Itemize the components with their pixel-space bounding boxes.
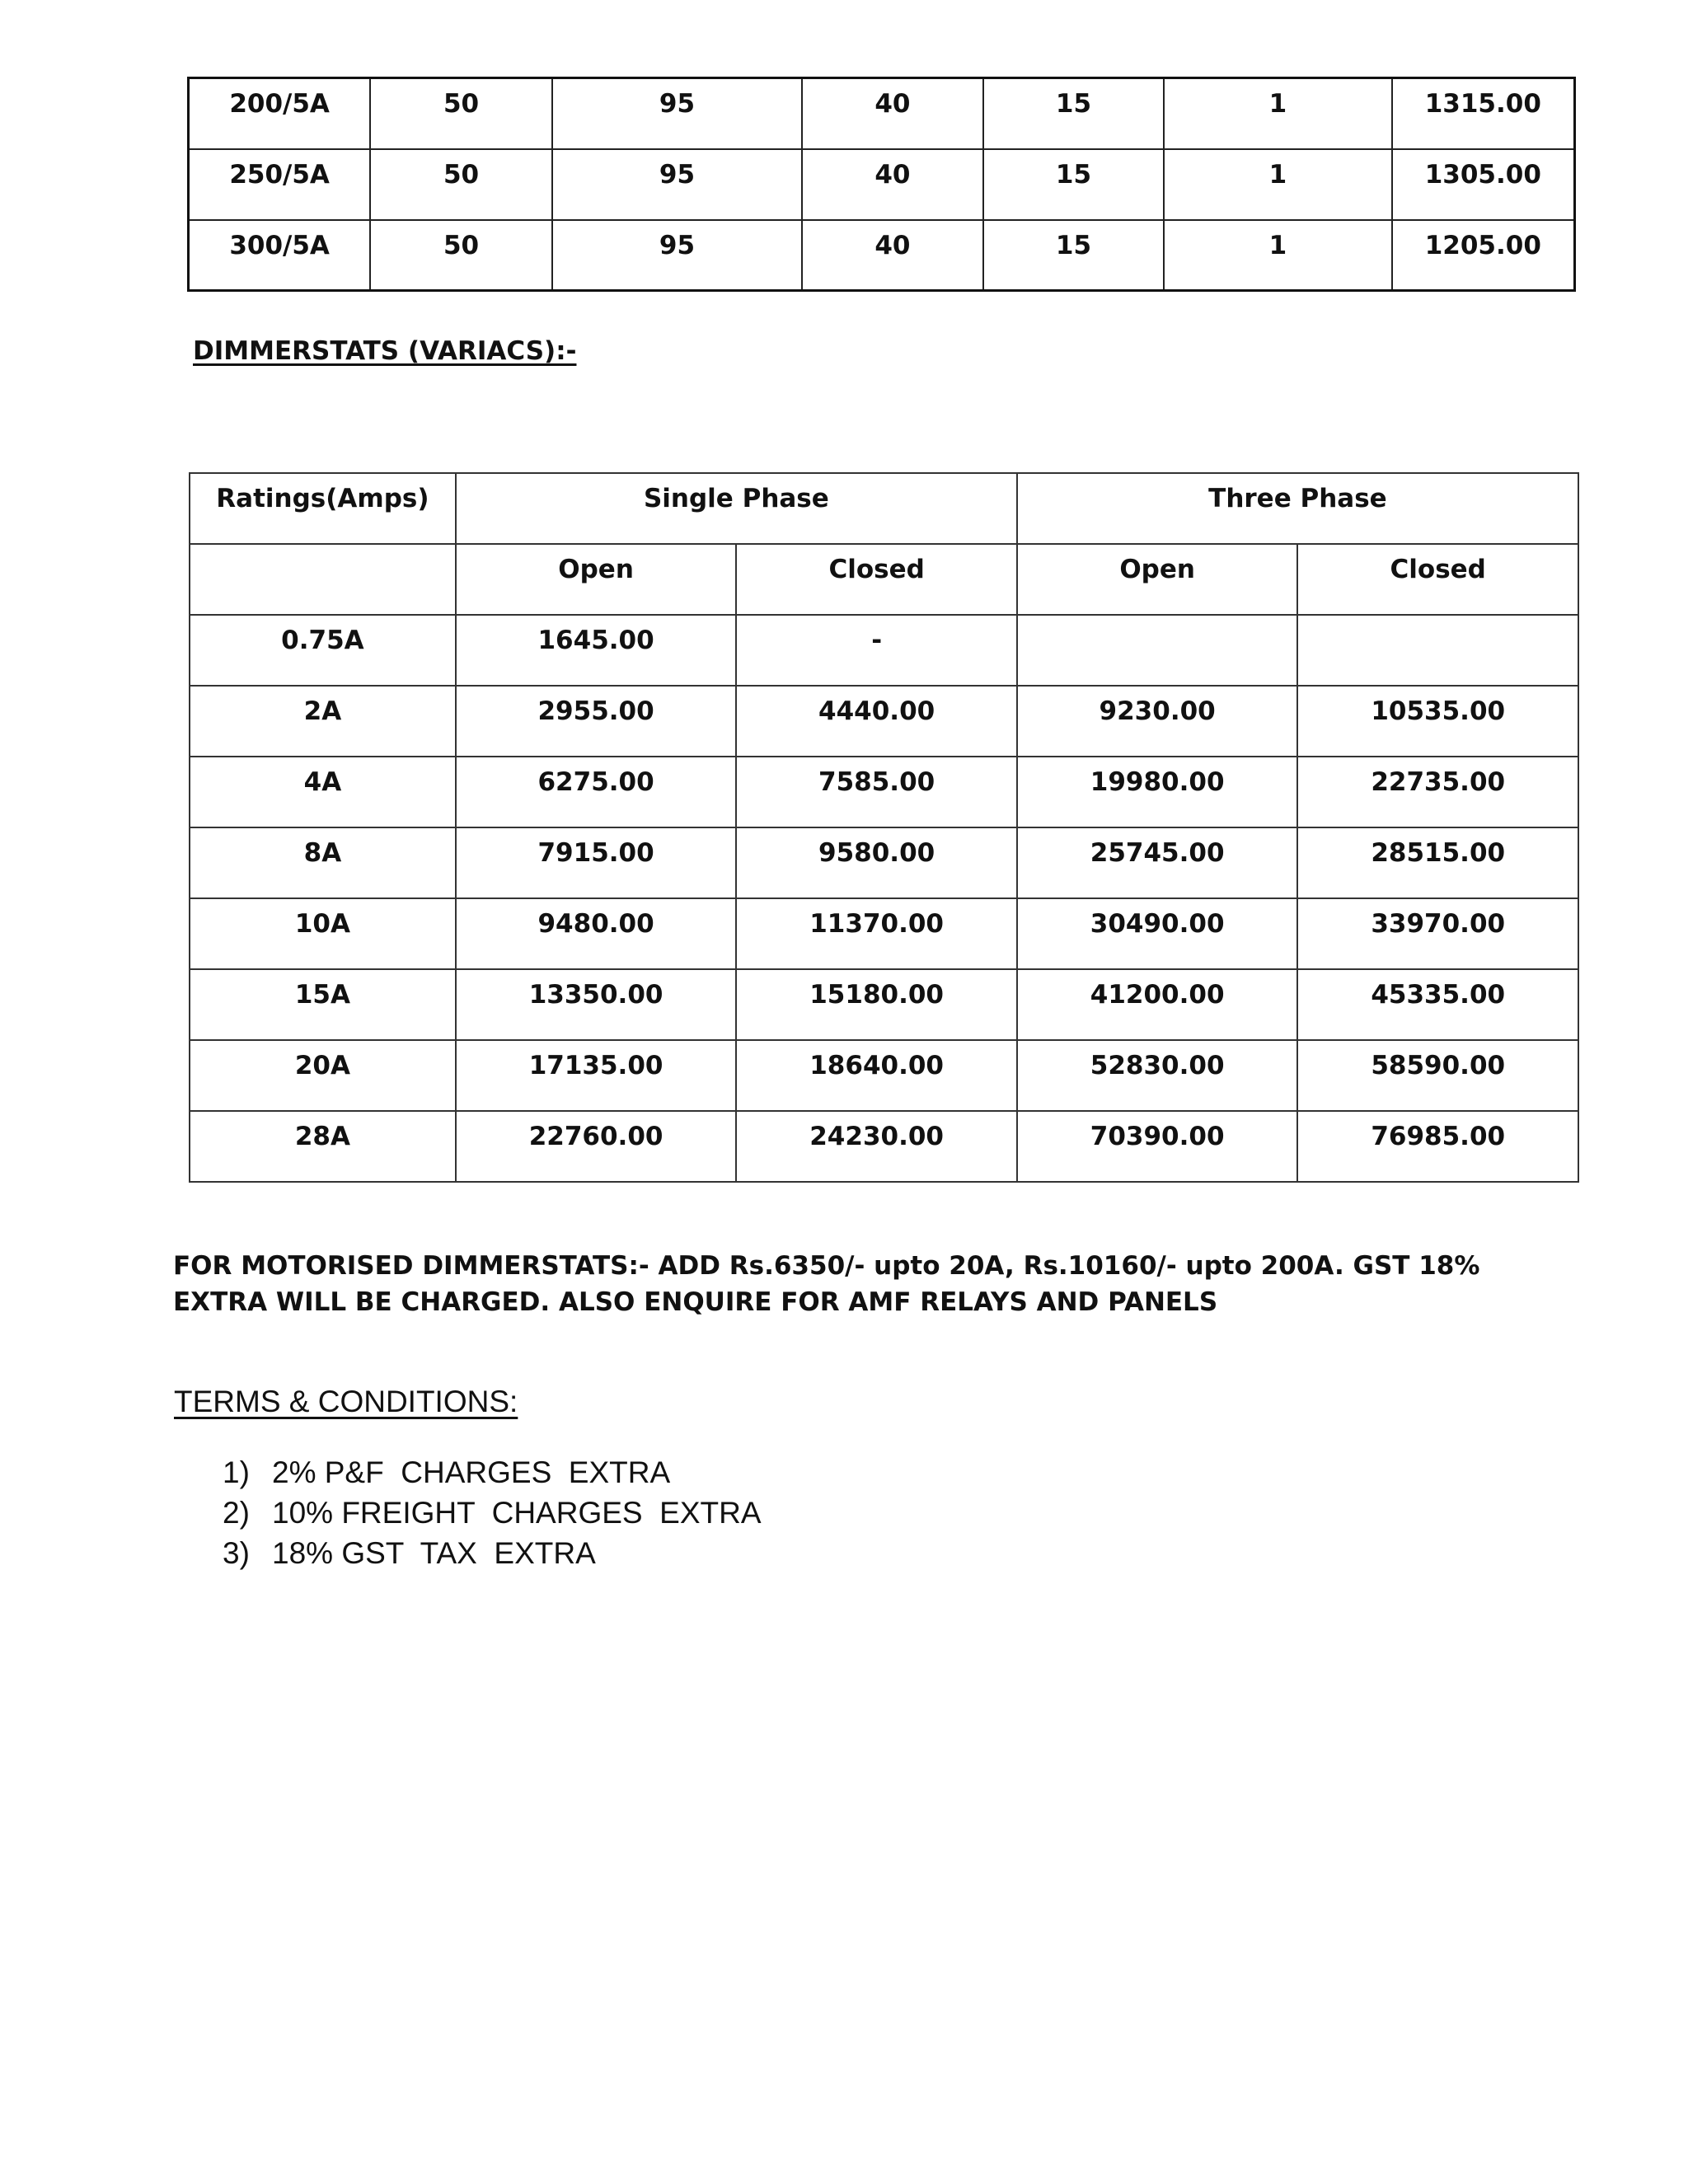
table-cell: 95: [552, 149, 802, 220]
table-cell: 50: [370, 149, 552, 220]
price-cell: 19980.00: [1017, 757, 1298, 827]
price-cell: 17135.00: [456, 1040, 737, 1111]
price-cell: 9230.00: [1017, 686, 1298, 757]
price-cell: 7915.00: [456, 827, 737, 898]
rating-cell: 2A: [190, 686, 456, 757]
terms-heading: TERMS & CONDITIONS:: [174, 1385, 518, 1418]
header-single-phase: Single Phase: [456, 473, 1017, 544]
rating-cell: 4A: [190, 757, 456, 827]
dimmerstats-table: [189, 472, 1579, 1183]
price-cell: 22760.00: [456, 1111, 737, 1182]
rating-cell: 20A: [190, 1040, 456, 1111]
table-cell: 50: [370, 78, 552, 149]
price-cell: 7585.00: [736, 757, 1017, 827]
price-cell: 45335.00: [1297, 969, 1578, 1040]
price-cell: 1645.00: [456, 615, 737, 686]
price-cell: 6275.00: [456, 757, 737, 827]
price-cell: 18640.00: [736, 1040, 1017, 1111]
table-row: [190, 969, 1578, 1040]
table-cell: 200/5A: [189, 78, 371, 149]
price-cell: 25745.00: [1017, 827, 1298, 898]
rating-cell: 8A: [190, 827, 456, 898]
table-cell: 15: [983, 220, 1165, 291]
ct-price-table: [187, 77, 1576, 292]
dimmerstats-table-body: [190, 473, 1578, 1182]
terms-item-number: 3): [223, 1536, 250, 1570]
price-cell: 11370.00: [736, 898, 1017, 969]
header-ratings: Ratings(Amps): [190, 473, 456, 544]
table-cell: 1: [1164, 78, 1391, 149]
table-row: [190, 1040, 1578, 1111]
subheader-empty: [190, 544, 456, 615]
terms-item-text: 18% GST TAX EXTRA: [272, 1536, 596, 1570]
table-cell: 1205.00: [1392, 220, 1575, 291]
table-cell: 40: [802, 149, 983, 220]
table-row: [190, 1111, 1578, 1182]
table-cell: 1315.00: [1392, 78, 1575, 149]
rating-cell: 10A: [190, 898, 456, 969]
terms-item: [223, 1493, 762, 1533]
table-row: [190, 615, 1578, 686]
subheader-single-open: Open: [456, 544, 737, 615]
price-cell: 13350.00: [456, 969, 737, 1040]
subheader-single-closed: Closed: [736, 544, 1017, 615]
price-cell: 4440.00: [736, 686, 1017, 757]
table-cell: 300/5A: [189, 220, 371, 291]
table-row: [189, 220, 1575, 291]
price-cell: 28515.00: [1297, 827, 1578, 898]
motorised-dimmerstat-note: FOR MOTORISED DIMMERSTATS:- ADD Rs.6350/- upto 20A, Rs.10160/- upto 200A. GST 18% EXTRA WILL BE CHARGED. ALSO ENQUIRE FOR AMF RELAYS AND PANELS: [173, 1251, 1480, 1317]
price-cell: 52830.00: [1017, 1040, 1298, 1111]
table-row: [189, 78, 1575, 149]
price-cell: 10535.00: [1297, 686, 1578, 757]
price-cell: [1017, 615, 1298, 686]
price-cell: 33970.00: [1297, 898, 1578, 969]
table-row: [190, 757, 1578, 827]
table-cell: 1: [1164, 149, 1391, 220]
rating-cell: 28A: [190, 1111, 456, 1182]
terms-item-number: 1): [223, 1455, 250, 1489]
table-cell: 40: [802, 78, 983, 149]
price-cell: 2955.00: [456, 686, 737, 757]
terms-item-text: 10% FREIGHT CHARGES EXTRA: [272, 1496, 762, 1530]
terms-item: [223, 1533, 762, 1573]
price-cell: 9580.00: [736, 827, 1017, 898]
rating-cell: 15A: [190, 969, 456, 1040]
subheader-three-closed: Closed: [1297, 544, 1578, 615]
price-cell: 70390.00: [1017, 1111, 1298, 1182]
price-cell: 76985.00: [1297, 1111, 1578, 1182]
table-cell: 50: [370, 220, 552, 291]
price-cell: 58590.00: [1297, 1040, 1578, 1111]
table-row: [190, 827, 1578, 898]
price-cell: -: [736, 615, 1017, 686]
price-cell: [1297, 615, 1578, 686]
table-subheader-row: [190, 544, 1578, 615]
table-cell: 250/5A: [189, 149, 371, 220]
ct-table-body: [189, 78, 1575, 291]
price-cell: 24230.00: [736, 1111, 1017, 1182]
terms-item-number: 2): [223, 1496, 250, 1530]
price-cell: 30490.00: [1017, 898, 1298, 969]
subheader-three-open: Open: [1017, 544, 1298, 615]
table-cell: 15: [983, 149, 1165, 220]
table-cell: 1: [1164, 220, 1391, 291]
table-cell: 95: [552, 220, 802, 291]
table-cell: 1305.00: [1392, 149, 1575, 220]
table-cell: 95: [552, 78, 802, 149]
table-cell: 40: [802, 220, 983, 291]
dimmerstats-heading: DIMMERSTATS (VARIACS):-: [193, 336, 577, 366]
price-cell: 15180.00: [736, 969, 1017, 1040]
rating-cell: 0.75A: [190, 615, 456, 686]
table-cell: 15: [983, 78, 1165, 149]
table-row: [190, 898, 1578, 969]
table-row: [189, 149, 1575, 220]
table-header-row: [190, 473, 1578, 544]
price-cell: 41200.00: [1017, 969, 1298, 1040]
terms-item-text: 2% P&F CHARGES EXTRA: [272, 1455, 671, 1489]
terms-list: [223, 1452, 762, 1573]
terms-item: [223, 1452, 762, 1493]
price-cell: 9480.00: [456, 898, 737, 969]
header-three-phase: Three Phase: [1017, 473, 1578, 544]
price-cell: 22735.00: [1297, 757, 1578, 827]
table-row: [190, 686, 1578, 757]
